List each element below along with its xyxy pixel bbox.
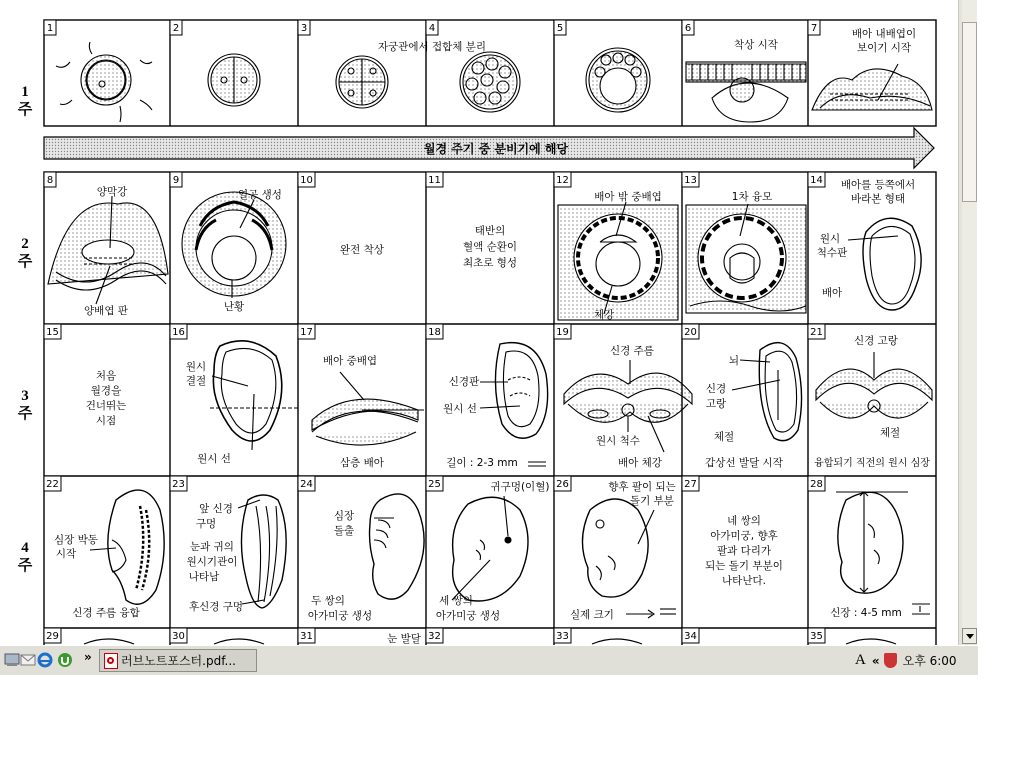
two-cell-illustration [208, 54, 260, 106]
cell-number: 15 [46, 327, 59, 338]
cell-number: 34 [684, 631, 697, 642]
trilaminar-embryo-label: 삼층 배아 [340, 457, 384, 469]
system-tray [850, 649, 975, 672]
week-4-label: 주 [17, 558, 33, 574]
embryo-dorsal-view-illustration [848, 218, 921, 310]
endoderm-label-1: 배아 내배엽이 [851, 28, 917, 40]
taskbar-pdf-window-button[interactable] [99, 649, 257, 672]
scrollbar-thumb[interactable] [962, 22, 977, 202]
cell-number: 25 [428, 479, 441, 490]
four-arches-label-1: 네 쌍의 [727, 515, 761, 527]
embryo-30-partial [214, 639, 264, 644]
primitive-node-label-1: 원시 [185, 361, 207, 373]
heartbeat-embryo-illustration [90, 490, 164, 604]
arrow-banner-label: 월경 주기 중 분비기에 해당 [423, 142, 569, 156]
cell-number: 17 [300, 327, 313, 338]
lacunae-illustration [182, 192, 286, 298]
primitive-node-illustration [210, 341, 300, 450]
cell-number: 12 [556, 175, 569, 186]
cell-number: 5 [556, 23, 564, 34]
neural-groove-illustration [816, 352, 932, 418]
cell-number: 23 [172, 479, 185, 490]
cell-number: 27 [684, 479, 697, 490]
three-arches-label-1: 세 쌍의 [439, 595, 473, 607]
embryo-35-partial [846, 639, 896, 644]
taskbar [0, 645, 978, 675]
internet-explorer-icon[interactable] [37, 652, 53, 668]
quicklaunch-more-button[interactable]: » [84, 650, 92, 664]
neural-fold-label: 신경 주름 [610, 345, 654, 357]
three-arches-label-2: 아가미궁 생성 [435, 610, 501, 622]
primary-villi-illustration [686, 204, 806, 313]
neural-groove-label-21: 신경 고랑 [854, 335, 898, 347]
embryonic-mesoderm-label: 배아 중배엽 [322, 355, 378, 367]
cell-number: 16 [172, 327, 185, 338]
four-arches-label-5: 나타난다. [722, 575, 766, 587]
vertical-scrollbar[interactable] [958, 0, 977, 645]
utorrent-icon[interactable] [57, 652, 73, 668]
neuropore-embryo-illustration [238, 495, 286, 608]
cell-number: 31 [300, 631, 313, 642]
endoderm-illustration [812, 64, 932, 110]
zygote-separation-label: 자궁관에서 접합체 분리 [377, 41, 487, 53]
primitive-heart-label: 융합되기 직전의 원시 심장 [814, 458, 930, 469]
actual-size-label: 실제 크기 [570, 609, 614, 621]
primitive-streak-label-16: 원시 선 [197, 453, 231, 465]
limb-bud-embryo-illustration [582, 499, 676, 618]
eye-ear-label-1: 눈과 귀의 [190, 541, 234, 553]
arm-bud-label-2: 돌기 부분 [630, 495, 674, 507]
cell-number: 26 [556, 479, 569, 490]
full-implantation-text: 완전 착상 [340, 244, 384, 256]
cell-number: 1 [46, 23, 54, 34]
week-1-label: 주 [17, 102, 33, 118]
first-missed-period-2: 월경을 [90, 385, 122, 397]
neural-plate-label: 신경판 [448, 376, 480, 388]
eye-development-label: 눈 발달 [387, 633, 421, 645]
show-desktop-icon[interactable] [4, 652, 20, 668]
heart-bulge-embryo-illustration [370, 494, 425, 599]
amniotic-cavity-label: 양막강 [96, 186, 128, 198]
neural-groove-label-20a: 신경 [705, 383, 727, 395]
somite-label-20: 체절 [713, 431, 735, 443]
dorsal-view-label-1: 배아를 등쪽에서 [840, 179, 916, 191]
implantation-start-label: 착상 시작 [734, 39, 778, 51]
trilaminar-embryo-illustration [312, 372, 424, 445]
dorsal-view-label-2: 바라본 형태 [850, 193, 906, 205]
secretory-phase-arrow [44, 128, 934, 168]
embryo-29-partial [84, 639, 134, 644]
outlook-icon[interactable] [20, 652, 36, 668]
placenta-text-2: 혈액 순환이 [462, 241, 518, 253]
first-missed-period-4: 시점 [95, 415, 117, 427]
four-arches-label-3: 팔과 다리가 [716, 545, 772, 557]
morula-illustration [460, 52, 520, 112]
cell-number: 35 [810, 631, 823, 642]
anterior-neuropore-label-1: 앞 신경 [199, 503, 233, 515]
heart-bulge-label-2: 돌출 [333, 525, 355, 537]
endoderm-label-2: 보이기 시작 [856, 42, 912, 54]
thyroid-label: 갑상선 발달 시작 [705, 457, 783, 469]
neural-fold-fusion-label: 신경 주름 융합 [72, 607, 140, 619]
week-2-label: 주 [17, 254, 33, 270]
week-4-num: 4 [21, 540, 29, 556]
cell-number: 3 [300, 23, 308, 34]
two-arches-label-2: 아가미궁 생성 [307, 610, 373, 622]
posterior-neuropore-label: 후신경 구멍 [188, 601, 244, 613]
two-arches-label-1: 두 쌍의 [311, 595, 345, 607]
embryo-label: 배아 [821, 287, 843, 299]
cell-number: 21 [810, 327, 823, 338]
ear-pit-embryo-illustration [452, 496, 528, 601]
embryo-33-partial [592, 639, 642, 644]
desktop-blank-area [0, 675, 1024, 768]
scroll-down-button[interactable] [962, 628, 977, 644]
cell-number: 7 [810, 23, 818, 34]
cell-number: 20 [684, 327, 697, 338]
length-label-18: 길이 : 2-3 mm [446, 457, 518, 469]
arrow-down-icon [966, 634, 974, 639]
neural-plate-label-1: 원시 [819, 233, 841, 245]
week-3-label: 주 [17, 406, 33, 422]
taskbar-window-title: 러브노트포스터.pdf... [121, 654, 236, 668]
week-1-num: 1 [21, 84, 29, 100]
ime-indicator[interactable]: A [855, 652, 866, 668]
cell-number: 32 [428, 631, 441, 642]
cell-number: 4 [428, 23, 436, 34]
primitive-streak-label-18: 원시 선 [443, 403, 477, 415]
lacunae-label: 열공 생성 [238, 189, 282, 201]
placenta-text-1: 태반의 [474, 225, 506, 237]
implantation-start-illustration [686, 62, 806, 122]
cell-number: 33 [556, 631, 569, 642]
brain-label: 뇌 [728, 355, 740, 367]
cell-number: 8 [46, 175, 54, 186]
extraembryonic-mesoderm-illustration [558, 202, 678, 320]
amniotic-cavity-illustration [48, 196, 168, 304]
arm-bud-label-1: 향후 팔이 되는 [608, 481, 676, 493]
security-shield-icon[interactable] [884, 653, 897, 668]
neural-plate-label-2: 척수판 [816, 247, 848, 259]
extraembryonic-mesoderm-label: 배아 밖 중배엽 [594, 191, 662, 203]
primitive-node-label-2: 결절 [185, 375, 207, 387]
cell-number: 13 [684, 175, 697, 186]
yolk-sac-label: 난황 [223, 301, 245, 313]
heartbeat-label-1: 심장 박동 [54, 534, 98, 546]
heart-bulge-label-1: 심장 [333, 510, 355, 522]
four-arches-label-2: 아가미궁, 향후 [710, 530, 778, 542]
cell-number: 30 [172, 631, 185, 642]
eye-ear-label-3: 나타남 [188, 571, 220, 583]
eye-ear-label-2: 원시기관이 [186, 556, 238, 568]
heartbeat-label-2: 시작 [55, 548, 77, 560]
anterior-neuropore-label-2: 구멍 [195, 518, 217, 530]
crown-rump-embryo-illustration [836, 492, 930, 614]
somite-label-21: 체절 [879, 427, 901, 439]
ear-pit-label: 귀구멍(이혈) [490, 481, 550, 493]
first-missed-period-3: 건너뛰는 [85, 400, 127, 412]
blastocyst-illustration [586, 48, 650, 112]
neural-plate-illustration [480, 343, 548, 466]
tray-expand-button[interactable]: « [871, 653, 880, 668]
week-2-num: 2 [21, 236, 29, 252]
cell-number: 14 [810, 175, 823, 186]
coelom-label: 체강 [593, 309, 615, 321]
cell-number: 29 [46, 631, 59, 642]
cell-number: 28 [810, 479, 823, 490]
bilaminar-disc-label: 양배엽 판 [84, 305, 128, 317]
week-3-num: 3 [21, 388, 29, 404]
clock[interactable]: 오후 6:00 [902, 654, 957, 668]
cell-number: 24 [300, 479, 313, 490]
zygote-illustration [56, 42, 152, 122]
cell-number: 10 [300, 175, 313, 186]
thyroid-embryo-illustration [732, 343, 802, 441]
cell-number: 9 [172, 175, 180, 186]
cell-number: 19 [556, 327, 569, 338]
pdf-icon [104, 653, 118, 669]
placenta-text-3: 최초로 형성 [462, 257, 518, 269]
cell-number: 11 [428, 175, 441, 186]
length-label-28: 신장 : 4-5 mm [830, 607, 902, 619]
cell-number: 2 [172, 23, 180, 34]
embryonic-coelom-label: 배아 체강 [618, 457, 662, 469]
four-cell-illustration [336, 56, 388, 108]
primitive-spinal-cord-label: 원시 척수 [596, 435, 640, 447]
primary-villi-label: 1차 융모 [731, 191, 773, 203]
cell-number: 22 [46, 479, 59, 490]
first-missed-period-1: 처음 [95, 370, 117, 382]
four-arches-label-4: 되는 돌기 부분이 [705, 560, 783, 572]
cell-number: 6 [684, 23, 692, 34]
cell-number: 18 [428, 327, 441, 338]
neural-groove-label-20b: 고랑 [705, 398, 727, 410]
